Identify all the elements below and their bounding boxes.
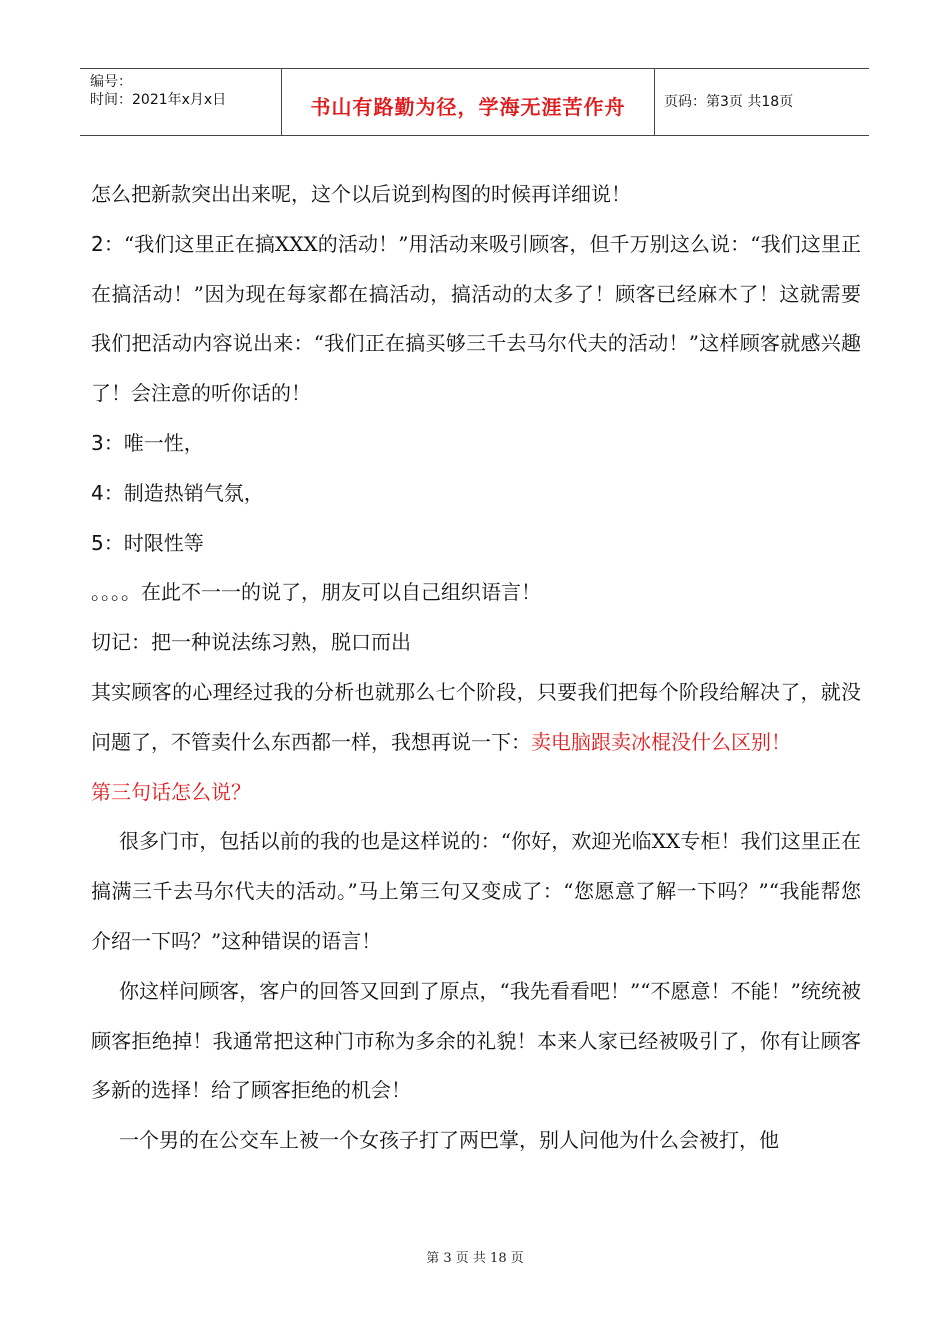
paragraph: 一个男的在公交车上被一个女孩子打了两巴掌，别人问他为什么会被打，他 [119,1128,779,1153]
paragraph: 。。。。在此不一一的说了，朋友可以自己组织语言！ [91,580,541,605]
paragraph: 5：时限性等 [91,530,204,555]
header-page-cell [654,69,869,135]
header-meta-cell [80,69,281,135]
header-motto: 书山有路勤为径，学海无涯苦作舟 [310,95,626,119]
list-number: 3 [91,430,104,455]
paragraph: 你这样问顾客，客户的回答又回到了原点，“我先看看吧！”“不愿意！不能！”统统被顾客拒绝掉！我通常把这种门市称为多余的礼貌！本来人家已经被吸引了，你有让顾客多新的选择！给了顾客拒绝的机会！ [91,978,861,1103]
paragraph: 切记：把一种说法练习熟，脱口而出 [91,630,411,655]
document-date-label: 时间：2021年x月x日 [90,92,227,108]
highlighted-text: 卖电脑跟卖冰棍没什么区别！ [531,729,791,754]
paragraph: 3：唯一性， [91,430,204,455]
page-footer: 第 3 页 共 18 页 [426,1251,524,1266]
page-header [80,68,869,136]
document-body [91,170,861,1166]
section-heading: 第三句话怎么说？ [91,779,251,804]
list-number: 5 [91,530,104,555]
paragraph: 其实顾客的心理经过我的分析也就那么七个阶段，只要我们把每个阶段给解决了，就没问题了，不管卖什么东西都一样，我想再说一下：卖电脑跟卖冰棍没什么区别！ [91,679,861,754]
header-motto-cell [281,69,655,135]
list-number: 2 [91,231,104,256]
paragraph: 2：“我们这里正在搞XXX的活动！”用活动来吸引顾客，但千万别这么说：“我们这里正在搞活动！”因为现在每家都在搞活动，搞活动的太多了！顾客已经麻木了！这就需要我们把活动内容说出来：“我们正在搞买够三千去马尔代夫的活动！”这样顾客就感兴趣了！会注意的听你话的！ [91,231,861,406]
document-code-label: 编号： [90,74,132,90]
paragraph: 怎么把新款突出出来呢，这个以后说到构图的时候再详细说！ [91,182,631,206]
paragraph: 4：制造热销气氛， [91,480,264,505]
paragraph: 很多门市，包括以前的我的也是这样说的：“你好，欢迎光临XX专柜！我们这里正在搞满三千去马尔代夫的活动。”马上第三句又变成了：“您愿意了解一下吗？”“我能帮您介绍一下吗？”这种错误的语言！ [91,829,861,953]
list-number: 4 [91,480,104,505]
header-page-number: 页码：第3页 共18页 [664,94,794,110]
